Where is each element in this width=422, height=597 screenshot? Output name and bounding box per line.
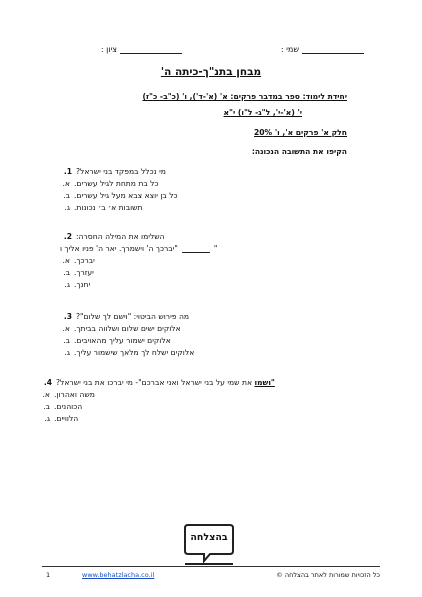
question-number: 2.: [63, 232, 72, 241]
section-title: חלק א' פרקים א', ו' 20%: [253, 128, 347, 137]
option-c[interactable]: ג. תשובות א׳ ב׳ נכונות.: [64, 203, 143, 212]
question-stem: [60, 232, 350, 241]
grade-line: [120, 43, 182, 54]
question-stem: [60, 312, 350, 321]
option-a[interactable]: א. משה ואהרון.: [42, 390, 95, 399]
option-a[interactable]: א. אלוקים ישים שלום ושלווה בביתך.: [62, 324, 181, 333]
option-a[interactable]: א. כל בת מתחת לגיל עשרים.: [62, 179, 159, 188]
logo-text: בהצלחה: [190, 532, 228, 543]
option-c[interactable]: ג. יחנך.: [64, 280, 91, 289]
grade-field[interactable]: [101, 43, 182, 54]
behatzlacha-logo: [182, 521, 236, 567]
study-unit-continued: י' (א'-י', ל"ג- ל"ו) י"א: [223, 108, 302, 117]
question-1: [60, 167, 350, 212]
grade-label: ציון :: [100, 45, 117, 54]
name-line: [302, 43, 364, 54]
name-label: שמי :: [280, 45, 299, 54]
fill-in-blank[interactable]: [182, 244, 210, 253]
question-number: 3.: [63, 312, 72, 321]
question-text: מה פירוש הביטוי: "וישם לך שלום"?: [76, 312, 190, 321]
option-b[interactable]: ב. אלוקים ישמור עליך מהאויבים.: [63, 336, 171, 345]
fill-in-line: [60, 244, 350, 253]
question-3: [60, 312, 350, 357]
section-instruction: הקיפו את התשובה הנכונה:: [251, 147, 347, 156]
option-c[interactable]: ג. הלוויים.: [44, 414, 79, 423]
option-c[interactable]: ג. אלוקים ישלח לך מלאך שישמור עליך.: [64, 348, 195, 357]
question-number: 1.: [63, 167, 72, 176]
blessing-text: "יברכך ה' וישמרך. יאר ה' פניו אליך ו: [60, 244, 178, 253]
question-text: השלימו את המילה החסרה:: [76, 232, 165, 241]
logo-icon: [182, 521, 236, 567]
option-b[interactable]: ב. הכוהנים.: [43, 402, 83, 411]
option-b[interactable]: ב. כל בן יוצא צבא מעל גיל עשרים.: [63, 191, 178, 200]
study-unit: יחידת לימוד: ספר במדבר פרקים: א' (א'-ד'), ו' (כ"ב- כ"ז): [142, 92, 347, 101]
option-a[interactable]: א. יברכך.: [62, 256, 95, 265]
question-stem: [60, 167, 350, 176]
footer-divider: [42, 566, 380, 567]
site-link[interactable]: www.behatzlacha.co.il: [82, 571, 155, 579]
option-b[interactable]: ב. יעזרך.: [63, 268, 94, 277]
copyright-text: כל הזכויות שמורות לאתר בהצלחה ©: [276, 571, 380, 579]
quote-start: "ושמו: [254, 378, 275, 387]
exam-title: מבחן בתנ"ך-כיתה ה': [160, 66, 262, 78]
page-number: 1: [46, 571, 51, 579]
closing-quote: ": [213, 244, 218, 253]
question-stem: [40, 378, 350, 387]
question-number: 4.: [43, 378, 52, 387]
name-field[interactable]: [281, 43, 364, 54]
question-text: "ושמו את שמי על בני ישראל ואני אברכם"- מי יברכו את בני ישראל?: [56, 378, 275, 387]
question-4: [40, 378, 350, 423]
header-row: [0, 43, 422, 59]
question-text: מי נכלל במפקד בני ישראל?: [76, 167, 166, 176]
question-2: [60, 232, 350, 289]
